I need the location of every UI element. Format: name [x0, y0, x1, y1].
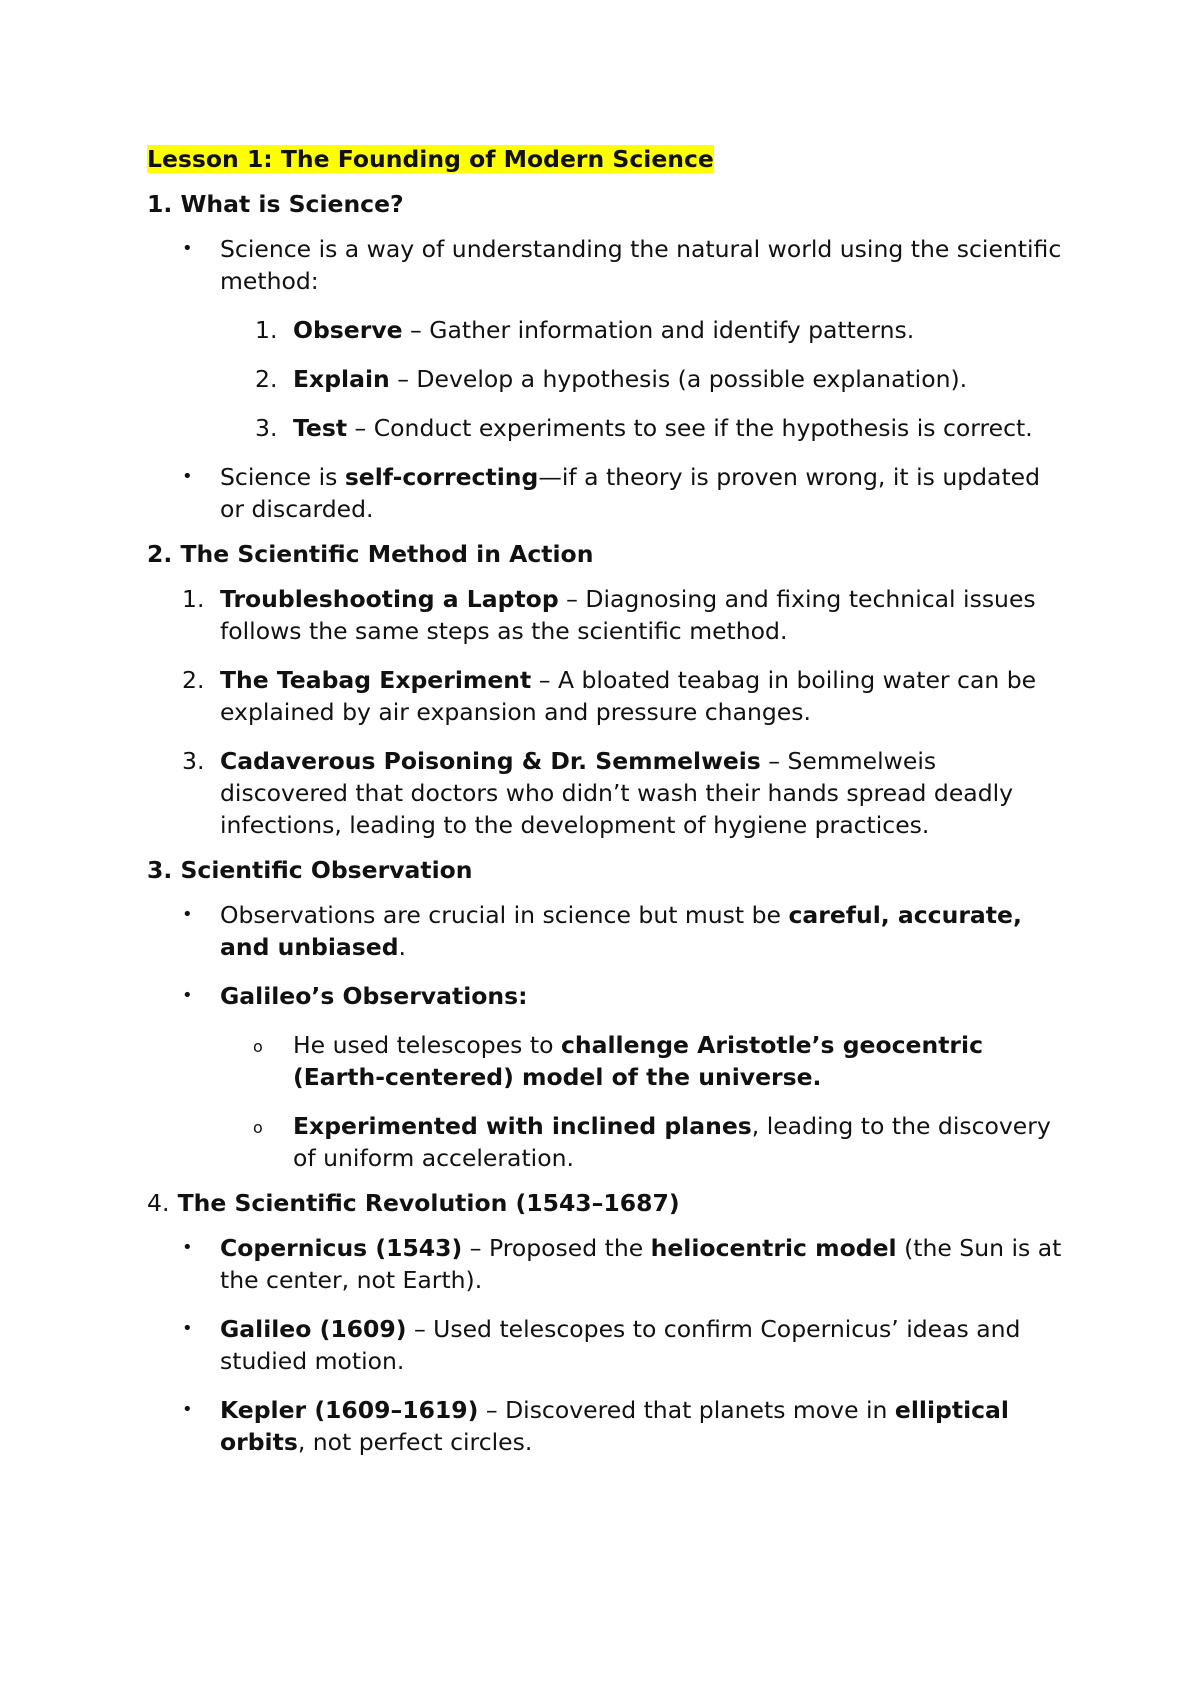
bullet-icon: •	[182, 238, 193, 259]
item-term: Cadaverous Poisoning & Dr. Semmelweis	[220, 747, 761, 775]
bullet-icon: •	[182, 904, 193, 925]
title-line	[147, 143, 1067, 175]
list-item	[147, 899, 1067, 963]
section-heading-2: 2. The Scientific Method in Action	[147, 540, 594, 568]
list-number: 2.	[182, 666, 205, 694]
item-term: Copernicus (1543)	[220, 1234, 463, 1262]
item-text: , leading to the discovery of uniform acceleration.	[293, 1112, 1051, 1172]
item-term: The Teabag Experiment	[220, 666, 532, 694]
list-item	[147, 363, 1067, 395]
item-text: – Semmelweis discovered that doctors who didn’t wash their hands spread deadly infections, leading to the development of hygiene practices.	[220, 747, 1014, 839]
item-bold: Experimented with inclined planes	[293, 1112, 752, 1140]
item-bold: challenge Aristotle’s geocentric (Earth-centered) model of the universe.	[293, 1031, 984, 1091]
item-text: —if a theory is proven wrong, it is updated or discarded.	[220, 463, 1041, 523]
list-item	[147, 745, 1067, 841]
bullet-icon: •	[182, 1237, 193, 1258]
circle-bullet-icon: o	[253, 1037, 263, 1056]
item-text: – A bloated teabag in boiling water can be explained by air expansion and pressure changes.	[220, 666, 1037, 726]
item-term: Observe	[293, 316, 403, 344]
list-item	[147, 412, 1067, 444]
item-text: Science is a way of understanding the natural world using the scientific method:	[220, 235, 1062, 295]
section-title: The Scientific Revolution (1543–1687)	[177, 1189, 680, 1217]
item-text: – Gather information and identify patterns.	[402, 316, 915, 344]
item-bold: self-correcting	[344, 463, 539, 491]
list-item	[147, 233, 1067, 297]
section-heading-1: 1. What is Science?	[147, 190, 404, 218]
circle-bullet-icon: o	[253, 1118, 263, 1137]
item-bold: careful, accurate, and unbiased	[220, 901, 1022, 961]
list-number: 1.	[255, 316, 278, 344]
list-item	[147, 1232, 1067, 1296]
item-term: Galileo (1609)	[220, 1315, 407, 1343]
list-item	[147, 583, 1067, 647]
item-text: – Develop a hypothesis (a possible explanation).	[389, 365, 968, 393]
item-text: – Conduct experiments to see if the hypothesis is correct.	[347, 414, 1033, 442]
list-number: 2.	[255, 365, 278, 393]
sub-list-item	[147, 1029, 1067, 1093]
item-bold: heliocentric model	[650, 1234, 897, 1262]
list-item	[147, 314, 1067, 346]
bullet-icon: •	[182, 985, 193, 1006]
item-term: Test	[293, 414, 348, 442]
item-term: Explain	[293, 365, 390, 393]
item-term: Kepler (1609–1619)	[220, 1396, 479, 1424]
sub-list-item	[147, 1110, 1067, 1174]
section-heading-3: 3. Scientific Observation	[147, 856, 473, 884]
list-number: 3.	[255, 414, 278, 442]
document-page	[147, 143, 1067, 1475]
item-text: , not perfect circles.	[297, 1428, 533, 1456]
list-item	[147, 461, 1067, 525]
list-item	[147, 1394, 1067, 1458]
item-text: – Diagnosing and fixing technical issues follows the same steps as the scientific method.	[220, 585, 1036, 645]
bullet-icon: •	[182, 1399, 193, 1420]
item-text: He used telescopes to	[293, 1031, 561, 1059]
bullet-icon: •	[182, 1318, 193, 1339]
list-number: 3.	[182, 747, 205, 775]
bullet-icon: •	[182, 466, 193, 487]
section-heading-4	[147, 1187, 1067, 1219]
item-text: – Proposed the	[462, 1234, 651, 1262]
list-item	[147, 1313, 1067, 1377]
item-text: (the Sun is at the center, not Earth).	[220, 1234, 1062, 1294]
lesson-title: Lesson 1: The Founding of Modern Science	[147, 145, 714, 173]
item-bold: elliptical orbits	[220, 1396, 1009, 1456]
item-text: .	[398, 933, 407, 961]
item-text: – Used telescopes to confirm Copernicus’ ideas and studied motion.	[220, 1315, 1021, 1375]
item-text: Science is	[220, 463, 345, 491]
list-item	[147, 664, 1067, 728]
section-number: 4.	[147, 1189, 170, 1217]
item-text: – Discovered that planets move in	[478, 1396, 895, 1424]
item-bold: Galileo’s Observations:	[220, 982, 528, 1010]
item-term: Troubleshooting a Laptop	[220, 585, 559, 613]
list-item	[147, 980, 1067, 1012]
item-text: Observations are crucial in science but must be	[220, 901, 789, 929]
list-number: 1.	[182, 585, 205, 613]
